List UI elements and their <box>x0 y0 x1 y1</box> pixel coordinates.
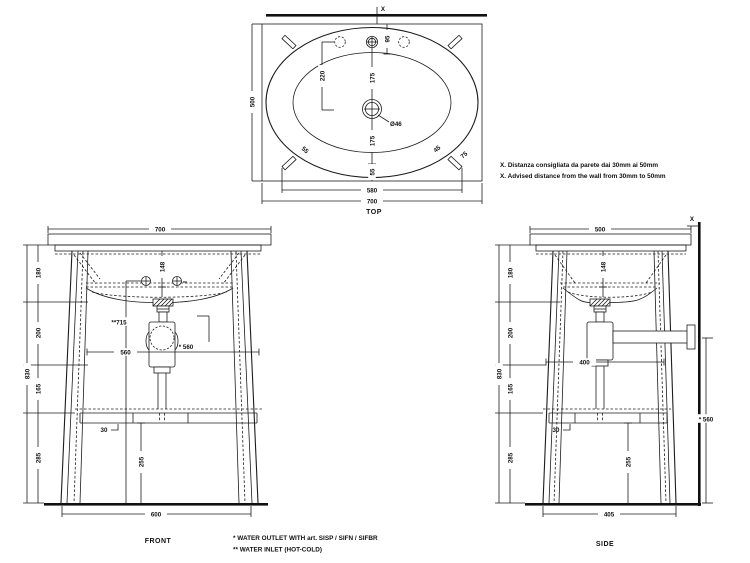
top-view <box>248 6 666 216</box>
svg-text:400: 400 <box>579 359 590 367</box>
svg-text:55: 55 <box>369 168 377 176</box>
svg-text:500: 500 <box>249 96 257 108</box>
side-view <box>495 216 719 548</box>
svg-text:148: 148 <box>159 261 167 273</box>
svg-text:* 560: * 560 <box>698 416 714 424</box>
water-outlet-note: * WATER OUTLET WITH art. SISP / SIFN / SIFBR <box>233 535 378 542</box>
front-floor-line <box>44 503 268 506</box>
svg-text:95: 95 <box>384 35 392 43</box>
wall-line-side <box>687 222 701 506</box>
dim-side-base-depth <box>543 506 676 518</box>
svg-text:500: 500 <box>594 226 606 234</box>
side-floor-line <box>525 503 701 506</box>
dim-front-width <box>48 225 271 233</box>
svg-text:700: 700 <box>366 198 378 206</box>
front-legs <box>61 251 258 503</box>
inlet-marker: ** <box>183 281 187 287</box>
svg-text:700: 700 <box>154 226 166 234</box>
dim-tab-right: 75 <box>459 150 470 161</box>
svg-text:180: 180 <box>35 267 43 279</box>
dim-front-rim <box>368 164 376 180</box>
svg-text:255: 255 <box>625 456 633 468</box>
svg-text:175: 175 <box>369 72 377 84</box>
svg-text:* 560: * 560 <box>178 344 194 351</box>
dim-outlet-height-front <box>179 316 209 351</box>
dim-outlet-height-side <box>693 338 719 503</box>
dim-side-depth <box>530 225 691 233</box>
svg-text:180: 180 <box>507 267 515 279</box>
dim-front-shelf-thickness <box>101 424 118 434</box>
dim-inlet-height <box>100 281 141 503</box>
svg-text:200: 200 <box>507 327 515 339</box>
dim-side-shelf-to-floor <box>624 423 632 503</box>
dim-rim-left: 55 <box>299 145 310 156</box>
dim-rim-right: 45 <box>432 144 443 155</box>
svg-text:255: 255 <box>138 456 146 468</box>
front-view <box>23 225 271 545</box>
wall-marker-side: X <box>689 216 695 223</box>
dim-side-basin-depth <box>599 251 607 297</box>
dim-front-shelf-to-floor <box>137 423 145 503</box>
svg-text:30: 30 <box>100 427 108 434</box>
front-siphon <box>146 299 178 421</box>
svg-text:200: 200 <box>35 327 43 339</box>
svg-text:285: 285 <box>507 452 515 464</box>
svg-text:405: 405 <box>603 511 615 519</box>
dim-top-depth <box>248 24 262 181</box>
svg-text:165: 165 <box>507 383 515 395</box>
svg-text:220: 220 <box>319 70 327 82</box>
svg-text:580: 580 <box>366 187 378 195</box>
water-inlet-note: ** WATER INLET (HOT-COLD) <box>233 546 322 554</box>
front-slab <box>48 234 271 254</box>
front-view-label: FRONT <box>144 538 172 545</box>
dim-front-basin-depth <box>158 251 166 297</box>
drain-hole <box>363 100 390 123</box>
svg-text:30: 30 <box>552 427 560 434</box>
top-view-label: TOP <box>366 209 382 216</box>
dim-drain-to-front <box>368 130 376 152</box>
svg-text:830: 830 <box>24 368 32 380</box>
wall-distance-note-it: X. Distanza consigliata da parete dai 30mm ai 50mm <box>500 162 659 169</box>
side-slab <box>530 234 691 254</box>
dim-front-base-width <box>62 506 251 518</box>
svg-text:165: 165 <box>35 383 43 395</box>
svg-text:175: 175 <box>369 135 377 147</box>
side-view-label: SIDE <box>595 541 615 548</box>
dim-bracket-220 <box>318 42 334 110</box>
svg-text:**715: **715 <box>111 319 127 327</box>
wall-line-top <box>266 7 487 24</box>
front-shelf <box>75 409 262 423</box>
svg-text:285: 285 <box>35 452 43 464</box>
footnotes <box>233 535 378 554</box>
svg-text:830: 830 <box>496 368 504 380</box>
wall-marker-top: X <box>380 6 386 13</box>
faucet-holes <box>335 36 410 47</box>
wall-distance-note-en: X. Advised distance from the wall from 30mm to 50mm <box>500 173 666 180</box>
svg-text:560: 560 <box>120 349 131 357</box>
side-siphon <box>587 299 695 421</box>
dim-drain-diameter: Ø46 <box>390 121 402 128</box>
svg-text:600: 600 <box>150 511 162 519</box>
dim-faucet-to-drain <box>368 67 376 89</box>
svg-text:148: 148 <box>600 261 608 273</box>
